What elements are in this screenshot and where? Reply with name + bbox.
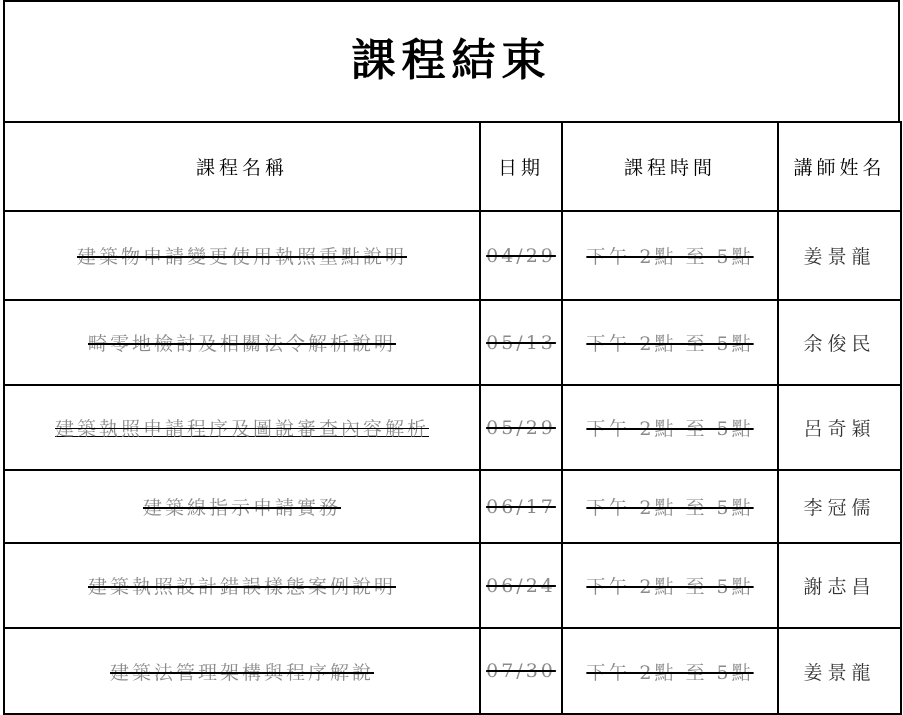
course-name: 建築執照申請程序及圖說審查內容解析 bbox=[54, 418, 429, 440]
course-time: 下午 2點 至 5點 bbox=[586, 576, 754, 598]
time-cell bbox=[562, 628, 778, 714]
table-row bbox=[4, 470, 901, 543]
instructor-cell bbox=[778, 543, 901, 628]
instructor-cell bbox=[778, 300, 901, 385]
course-name: 建築物申請變更使用執照重點說明 bbox=[76, 246, 407, 268]
table-row bbox=[4, 300, 901, 385]
header-row bbox=[4, 122, 901, 211]
instructor-name: 姜景龍 bbox=[803, 246, 876, 268]
course-date: 05/13 bbox=[486, 331, 556, 354]
table-row bbox=[4, 543, 901, 628]
header-instructor: 講師姓名 bbox=[778, 122, 901, 211]
table-row bbox=[4, 385, 901, 470]
course-time: 下午 2點 至 5點 bbox=[586, 246, 754, 268]
course-name: 畸零地檢討及相關法令解析說明 bbox=[87, 333, 396, 355]
time-cell bbox=[562, 211, 778, 300]
course-time: 下午 2點 至 5點 bbox=[586, 333, 754, 355]
course-name-cell bbox=[4, 543, 480, 628]
instructor-name: 李冠儒 bbox=[803, 497, 876, 519]
course-table bbox=[3, 121, 902, 715]
course-time: 下午 2點 至 5點 bbox=[586, 661, 754, 684]
time-cell bbox=[562, 543, 778, 628]
course-name-cell bbox=[4, 628, 480, 714]
instructor-cell bbox=[778, 470, 901, 543]
table-row bbox=[4, 211, 901, 300]
date-cell bbox=[480, 385, 562, 470]
course-date: 05/29 bbox=[486, 416, 556, 439]
course-date: 04/29 bbox=[486, 244, 556, 267]
table-row bbox=[4, 628, 901, 714]
instructor-name: 呂奇穎 bbox=[803, 418, 876, 440]
date-cell bbox=[480, 300, 562, 385]
course-name-cell bbox=[4, 300, 480, 385]
course-name: 建築線指示申請實務 bbox=[142, 497, 341, 519]
instructor-cell bbox=[778, 211, 901, 300]
time-cell bbox=[562, 470, 778, 543]
instructor-cell bbox=[778, 385, 901, 470]
time-cell bbox=[562, 300, 778, 385]
header-date: 日期 bbox=[480, 122, 562, 211]
course-date: 07/30 bbox=[486, 660, 556, 682]
page-title: 課程結束 bbox=[351, 34, 552, 86]
instructor-name: 姜景龍 bbox=[803, 661, 876, 684]
instructor-cell bbox=[778, 628, 901, 714]
header-course-name: 課程名稱 bbox=[4, 122, 480, 211]
title-box bbox=[3, 0, 900, 121]
course-time: 下午 2點 至 5點 bbox=[586, 497, 754, 519]
course-name-cell bbox=[4, 385, 480, 470]
course-name-cell bbox=[4, 211, 480, 300]
time-cell bbox=[562, 385, 778, 470]
course-time: 下午 2點 至 5點 bbox=[586, 418, 754, 440]
course-name-cell bbox=[4, 470, 480, 543]
course-date: 06/17 bbox=[486, 495, 556, 518]
date-cell bbox=[480, 543, 562, 628]
header-time: 課程時間 bbox=[562, 122, 778, 211]
course-date: 06/24 bbox=[486, 574, 556, 597]
instructor-name: 謝志昌 bbox=[803, 576, 876, 598]
date-cell bbox=[480, 628, 562, 714]
course-name: 建築法管理架構與程序解說 bbox=[109, 661, 374, 684]
date-cell bbox=[480, 470, 562, 543]
instructor-name: 余俊民 bbox=[803, 333, 876, 355]
course-name: 建築執照設計錯誤樣態案例說明 bbox=[87, 576, 396, 598]
date-cell bbox=[480, 211, 562, 300]
